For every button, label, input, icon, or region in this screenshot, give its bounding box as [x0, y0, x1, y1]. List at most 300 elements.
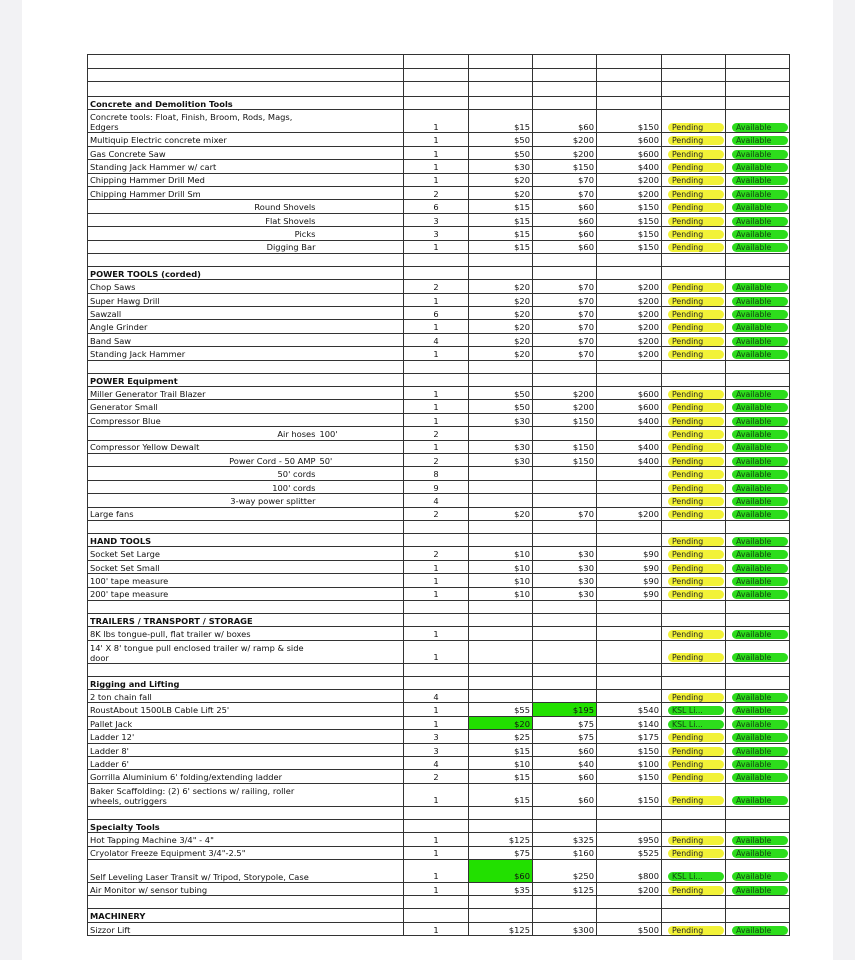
- empty-cell: [469, 909, 533, 922]
- empty-cell: [88, 806, 318, 819]
- empty-cell: [533, 909, 597, 922]
- quantity: 4: [404, 690, 469, 703]
- available-status-badge: Available: [732, 243, 788, 252]
- daily-rate: $15: [469, 110, 533, 133]
- empty-cell: [318, 783, 404, 806]
- status-cell: [662, 757, 726, 770]
- empty-cell: [404, 676, 469, 689]
- availability-cell: [726, 507, 790, 520]
- empty-cell: [469, 663, 533, 676]
- availability-cell: [726, 427, 790, 440]
- available-status-badge: Available: [732, 590, 788, 599]
- empty-cell: [726, 600, 790, 613]
- weekly-rate: $70: [533, 347, 597, 360]
- pending-status-badge: Pending: [668, 796, 724, 805]
- item-row: [88, 133, 790, 146]
- status-cell: [662, 160, 726, 173]
- weekly-rate: $70: [533, 507, 597, 520]
- empty-cell: [318, 97, 404, 110]
- pending-status-badge: Pending: [668, 443, 724, 452]
- availability-cell: [726, 922, 790, 935]
- item-name: RoustAbout 1500LB Cable Lift 25': [88, 703, 318, 716]
- available-status-badge: Available: [732, 706, 788, 715]
- item-name: 8K lbs tongue-pull, flat trailer w/ boxes: [88, 627, 318, 640]
- daily-rate: $15: [469, 240, 533, 253]
- daily-rate: $50: [469, 146, 533, 159]
- item-row: [88, 757, 790, 770]
- status-cell: [662, 547, 726, 560]
- empty-cell: [318, 690, 404, 703]
- daily-rate: $15: [469, 743, 533, 756]
- quantity: 1: [404, 716, 469, 729]
- item-row: [88, 922, 790, 935]
- empty-cell: [318, 373, 404, 386]
- status-cell: [662, 213, 726, 226]
- status-cell: [662, 922, 726, 935]
- status-cell: [662, 743, 726, 756]
- quantity: 1: [404, 922, 469, 935]
- empty-cell: [597, 55, 662, 69]
- status-cell: [662, 783, 726, 806]
- monthly-rate: $200: [597, 307, 662, 320]
- monthly-rate: [597, 467, 662, 480]
- item-row: [88, 440, 790, 453]
- empty-cell: [318, 600, 404, 613]
- monthly-rate: $175: [597, 730, 662, 743]
- quantity: 1: [404, 413, 469, 426]
- empty-cell: [726, 69, 790, 82]
- item-row: [88, 467, 790, 480]
- availability-cell: [726, 440, 790, 453]
- quantity: 2: [404, 280, 469, 293]
- status-cell: [662, 613, 726, 626]
- pending-status-badge: Pending: [668, 323, 724, 332]
- empty-cell: [318, 833, 404, 846]
- availability-cell: [726, 770, 790, 783]
- monthly-rate: $600: [597, 387, 662, 400]
- empty-cell: [404, 373, 469, 386]
- empty-cell: [533, 360, 597, 373]
- daily-rate: $30: [469, 413, 533, 426]
- empty-cell: [597, 520, 662, 533]
- availability-cell: [726, 574, 790, 587]
- empty-cell: [318, 146, 404, 159]
- section-header-row: [88, 266, 790, 279]
- weekly-rate: $250: [533, 859, 597, 882]
- blank-row: [88, 600, 790, 613]
- available-status-badge: Available: [732, 760, 788, 769]
- item-name: Chipping Hammer Drill Sm: [88, 186, 318, 199]
- availability-cell: [726, 730, 790, 743]
- available-status-badge: Available: [732, 136, 788, 145]
- item-name: 14' X 8' tongue pull enclosed trailer w/ ramp & side door: [88, 640, 318, 663]
- item-name: Ladder 12': [88, 730, 318, 743]
- quantity: 1: [404, 882, 469, 895]
- item-row: [88, 413, 790, 426]
- ksl-listed-badge: KSL Li...: [668, 872, 724, 881]
- quantity: 3: [404, 743, 469, 756]
- empty-cell: [726, 806, 790, 819]
- status-cell: [662, 400, 726, 413]
- availability-cell: [726, 560, 790, 573]
- availability-cell: [726, 373, 790, 386]
- empty-cell: [318, 743, 404, 756]
- weekly-rate: $60: [533, 743, 597, 756]
- item-row: [88, 186, 790, 199]
- empty-cell: [88, 82, 318, 97]
- daily-rate: $20: [469, 186, 533, 199]
- status-cell: [662, 770, 726, 783]
- item-row: [88, 833, 790, 846]
- empty-cell: [318, 240, 404, 253]
- section-header-row: [88, 909, 790, 922]
- weekly-rate: $150: [533, 413, 597, 426]
- daily-rate: $25: [469, 730, 533, 743]
- available-status-badge: Available: [732, 190, 788, 199]
- item-row: [88, 173, 790, 186]
- pending-status-badge: Pending: [668, 886, 724, 895]
- quantity: 1: [404, 160, 469, 173]
- empty-cell: [318, 587, 404, 600]
- availability-cell: [726, 833, 790, 846]
- availability-cell: [726, 690, 790, 703]
- item-row: [88, 427, 790, 440]
- weekly-rate: $200: [533, 400, 597, 413]
- status-cell: [662, 453, 726, 466]
- empty-cell: [88, 69, 318, 82]
- empty-cell: [318, 227, 404, 240]
- monthly-rate: $150: [597, 240, 662, 253]
- availability-cell: [726, 819, 790, 832]
- empty-cell: [404, 806, 469, 819]
- empty-cell: [662, 896, 726, 909]
- item-name: 100' cords: [88, 480, 318, 493]
- section-title: MACHINERY: [88, 909, 318, 922]
- empty-cell: [533, 663, 597, 676]
- monthly-rate: $150: [597, 743, 662, 756]
- item-name: Standing Jack Hammer: [88, 347, 318, 360]
- pending-status-badge: Pending: [668, 760, 724, 769]
- empty-cell: [318, 110, 404, 133]
- pending-status-badge: Pending: [668, 497, 724, 506]
- empty-cell: [533, 806, 597, 819]
- available-status-badge: Available: [732, 430, 788, 439]
- weekly-rate: $75: [533, 730, 597, 743]
- empty-cell: [318, 320, 404, 333]
- item-length: 50': [318, 453, 404, 466]
- quantity: 1: [404, 587, 469, 600]
- status-cell: [662, 186, 726, 199]
- empty-cell: [469, 97, 533, 110]
- availability-cell: [726, 640, 790, 663]
- weekly-rate: $60: [533, 783, 597, 806]
- item-name: 2 ton chain fall: [88, 690, 318, 703]
- empty-cell: [404, 819, 469, 832]
- item-row: [88, 160, 790, 173]
- monthly-rate: $400: [597, 413, 662, 426]
- daily-rate: [469, 480, 533, 493]
- weekly-rate: $160: [533, 846, 597, 859]
- weekly-rate: $60: [533, 200, 597, 213]
- empty-cell: [318, 480, 404, 493]
- item-row: [88, 110, 790, 133]
- status-cell: [662, 173, 726, 186]
- quantity: 1: [404, 387, 469, 400]
- monthly-rate: $200: [597, 280, 662, 293]
- daily-rate: $20: [469, 293, 533, 306]
- section-title: HAND TOOLS: [88, 533, 318, 546]
- empty-cell: [597, 676, 662, 689]
- available-status-badge: Available: [732, 310, 788, 319]
- quantity: 1: [404, 440, 469, 453]
- empty-cell: [318, 716, 404, 729]
- monthly-rate: $90: [597, 574, 662, 587]
- empty-cell: [662, 55, 726, 69]
- daily-rate: $75: [469, 846, 533, 859]
- pending-status-badge: Pending: [668, 217, 724, 226]
- item-name: 50' cords: [88, 467, 318, 480]
- weekly-rate: $40: [533, 757, 597, 770]
- empty-cell: [597, 266, 662, 279]
- status-cell: [662, 133, 726, 146]
- empty-cell: [469, 373, 533, 386]
- empty-cell: [404, 520, 469, 533]
- empty-cell: [318, 819, 404, 832]
- quantity: 1: [404, 320, 469, 333]
- daily-rate: $20: [469, 716, 533, 729]
- availability-cell: [726, 703, 790, 716]
- empty-cell: [469, 82, 533, 97]
- item-name: Power Cord - 50 AMP: [88, 453, 318, 466]
- empty-cell: [318, 613, 404, 626]
- weekly-rate: [533, 480, 597, 493]
- quantity: 3: [404, 227, 469, 240]
- item-name: Super Hawg Drill: [88, 293, 318, 306]
- status-cell: [662, 716, 726, 729]
- available-status-badge: Available: [732, 484, 788, 493]
- availability-cell: [726, 757, 790, 770]
- quantity: 2: [404, 547, 469, 560]
- available-status-badge: Available: [732, 849, 788, 858]
- availability-cell: [726, 859, 790, 882]
- item-name: Chop Saws: [88, 280, 318, 293]
- pending-status-badge: Pending: [668, 484, 724, 493]
- item-row: [88, 882, 790, 895]
- availability-cell: [726, 413, 790, 426]
- empty-cell: [662, 82, 726, 97]
- quantity: 6: [404, 307, 469, 320]
- section-header-row: [88, 819, 790, 832]
- monthly-rate: $525: [597, 846, 662, 859]
- empty-cell: [404, 663, 469, 676]
- status-cell: [662, 373, 726, 386]
- empty-cell: [404, 613, 469, 626]
- empty-cell: [318, 494, 404, 507]
- availability-cell: [726, 387, 790, 400]
- monthly-rate: $200: [597, 293, 662, 306]
- empty-cell: [726, 253, 790, 266]
- monthly-rate: $200: [597, 173, 662, 186]
- availability-cell: [726, 743, 790, 756]
- empty-cell: [726, 896, 790, 909]
- empty-cell: [597, 97, 662, 110]
- monthly-rate: [597, 427, 662, 440]
- available-status-badge: Available: [732, 747, 788, 756]
- monthly-rate: [597, 640, 662, 663]
- monthly-rate: $140: [597, 716, 662, 729]
- weekly-rate: $70: [533, 280, 597, 293]
- quantity: 1: [404, 240, 469, 253]
- availability-cell: [726, 280, 790, 293]
- status-cell: [662, 676, 726, 689]
- daily-rate: $35: [469, 882, 533, 895]
- status-cell: [662, 703, 726, 716]
- quantity: 1: [404, 640, 469, 663]
- status-cell: [662, 227, 726, 240]
- empty-cell: [318, 82, 404, 97]
- empty-cell: [88, 55, 318, 69]
- status-cell: [662, 574, 726, 587]
- empty-cell: [533, 600, 597, 613]
- status-cell: [662, 307, 726, 320]
- pending-status-badge: Pending: [668, 693, 724, 702]
- empty-cell: [469, 600, 533, 613]
- status-cell: [662, 440, 726, 453]
- empty-cell: [597, 909, 662, 922]
- item-row: [88, 640, 790, 663]
- empty-cell: [597, 896, 662, 909]
- status-cell: [662, 533, 726, 546]
- empty-cell: [533, 69, 597, 82]
- available-status-badge: Available: [732, 497, 788, 506]
- monthly-rate: $150: [597, 770, 662, 783]
- item-row: [88, 547, 790, 560]
- empty-cell: [597, 806, 662, 819]
- empty-cell: [318, 133, 404, 146]
- weekly-rate: $150: [533, 453, 597, 466]
- empty-cell: [318, 703, 404, 716]
- empty-cell: [533, 373, 597, 386]
- empty-cell: [469, 676, 533, 689]
- empty-cell: [318, 173, 404, 186]
- daily-rate: $10: [469, 757, 533, 770]
- quantity: 1: [404, 400, 469, 413]
- daily-rate: $10: [469, 547, 533, 560]
- quantity: 6: [404, 200, 469, 213]
- item-name: Miller Generator Trail Blazer: [88, 387, 318, 400]
- available-status-badge: Available: [732, 163, 788, 172]
- daily-rate: $20: [469, 333, 533, 346]
- empty-cell: [318, 293, 404, 306]
- monthly-rate: $500: [597, 922, 662, 935]
- pending-status-badge: Pending: [668, 470, 724, 479]
- available-status-badge: Available: [732, 297, 788, 306]
- item-length: 100': [318, 427, 404, 440]
- monthly-rate: $100: [597, 757, 662, 770]
- quantity: 2: [404, 427, 469, 440]
- item-row: [88, 846, 790, 859]
- item-row: [88, 730, 790, 743]
- available-status-badge: Available: [732, 337, 788, 346]
- empty-cell: [597, 253, 662, 266]
- item-row: [88, 453, 790, 466]
- available-status-badge: Available: [732, 350, 788, 359]
- empty-cell: [404, 266, 469, 279]
- availability-cell: [726, 882, 790, 895]
- status-cell: [662, 333, 726, 346]
- pending-status-badge: Pending: [668, 176, 724, 185]
- daily-rate: [469, 467, 533, 480]
- daily-rate: [469, 640, 533, 663]
- available-status-badge: Available: [732, 836, 788, 845]
- availability-cell: [726, 347, 790, 360]
- section-title: POWER TOOLS (corded): [88, 266, 318, 279]
- item-row: [88, 480, 790, 493]
- quantity: 1: [404, 783, 469, 806]
- empty-cell: [318, 627, 404, 640]
- quantity: 2: [404, 453, 469, 466]
- empty-cell: [533, 520, 597, 533]
- item-name: Angle Grinder: [88, 320, 318, 333]
- document-page: [22, 0, 833, 960]
- status-cell: [662, 266, 726, 279]
- weekly-rate: $70: [533, 186, 597, 199]
- available-status-badge: Available: [732, 443, 788, 452]
- monthly-rate: $200: [597, 507, 662, 520]
- monthly-rate: $200: [597, 186, 662, 199]
- status-cell: [662, 146, 726, 159]
- item-row: [88, 716, 790, 729]
- monthly-rate: [597, 690, 662, 703]
- weekly-rate: [533, 494, 597, 507]
- empty-cell: [318, 266, 404, 279]
- empty-cell: [533, 55, 597, 69]
- section-header-row: [88, 533, 790, 546]
- section-header-row: [88, 97, 790, 110]
- empty-cell: [597, 373, 662, 386]
- daily-rate: [469, 690, 533, 703]
- availability-cell: [726, 587, 790, 600]
- empty-cell: [404, 533, 469, 546]
- empty-cell: [662, 806, 726, 819]
- status-cell: [662, 280, 726, 293]
- availability-cell: [726, 97, 790, 110]
- empty-cell: [404, 896, 469, 909]
- section-title: Rigging and Lifting: [88, 676, 318, 689]
- daily-rate: $125: [469, 833, 533, 846]
- daily-rate: $15: [469, 227, 533, 240]
- empty-cell: [404, 600, 469, 613]
- pending-status-badge: Pending: [668, 350, 724, 359]
- quantity: 4: [404, 494, 469, 507]
- status-cell: [662, 882, 726, 895]
- blank-row: [88, 896, 790, 909]
- status-cell: [662, 200, 726, 213]
- pending-status-badge: Pending: [668, 773, 724, 782]
- empty-cell: [662, 360, 726, 373]
- item-name: Picks: [88, 227, 318, 240]
- pending-status-badge: Pending: [668, 150, 724, 159]
- daily-rate: $20: [469, 280, 533, 293]
- item-row: [88, 560, 790, 573]
- weekly-rate: $200: [533, 133, 597, 146]
- empty-cell: [469, 55, 533, 69]
- availability-cell: [726, 676, 790, 689]
- item-row: [88, 574, 790, 587]
- daily-rate: $60: [469, 859, 533, 882]
- quantity: 4: [404, 333, 469, 346]
- weekly-rate: $60: [533, 110, 597, 133]
